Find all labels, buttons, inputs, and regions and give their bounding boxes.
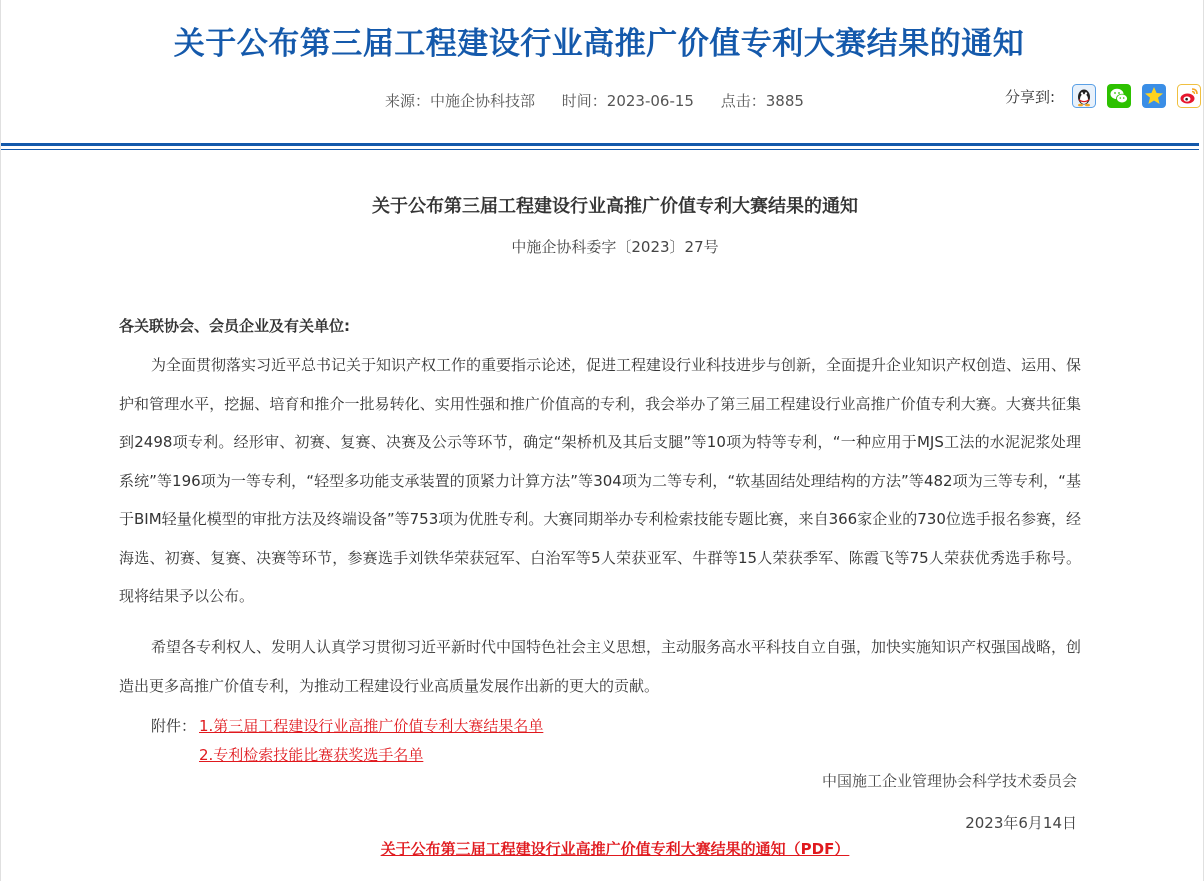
header-divider-thick	[1, 143, 1199, 146]
source-label: 来源：中施企协科技部	[385, 92, 536, 110]
attachment-link-2[interactable]: 2.专利检索技能比赛获奖选手名单	[199, 746, 424, 764]
qq-icon[interactable]	[1072, 84, 1096, 108]
signature-date: 2023年6月14日	[965, 814, 1077, 832]
header-divider-thin	[1, 149, 1199, 150]
attachment-link-1[interactable]: 1.第三届工程建设行业高推广价值专利大赛结果名单	[199, 717, 544, 735]
attachments	[151, 712, 543, 770]
wechat-icon[interactable]	[1107, 84, 1131, 108]
pdf-download-link[interactable]: 关于公布第三届工程建设行业高推广价值专利大赛结果的通知（PDF）	[380, 840, 850, 858]
salutation: 各关联协会、会员企业及有关单位:	[119, 317, 351, 335]
document-title: 关于公布第三届工程建设行业高推广价值专利大赛结果的通知	[372, 196, 858, 217]
signature-organization: 中国施工企业管理协会科学技术委员会	[821, 772, 1077, 790]
body-paragraph-1: 为全面贯彻落实习近平总书记关于知识产权工作的重要指示论述，促进工程建设行业科技进步与创新，全面提升企业知识产权创造、运用、保护和管理水平，挖掘、培育和推介一批易转化、实用性强和推广价值高的专利，我会举办了第三届工程建设行业高推广价值专利大赛。大赛共征集到2498项专利。经形审、初赛、复赛、决赛及公示等环节，确定“架桥机及其后支腿”等10项为特等专利，“一种应用于MJS工法的水泥泥浆处理系统”等196项为一等专利，“轻型多功能支承装置的顶紧力计算方法”等304项为二等专利，“软基固结处理结构的方法”等482项为三等专利，“基于BIM轻量化模型的审批方法及终端设备”等753项为优胜专利。大赛同期举办专利检索技能专题比赛，来自366家企业的730位选手报名参赛，经海选、初赛、复赛、决赛等环节，参赛选手刘铁华荣获冠军、白治军等5人荣获亚军、牛群等15人荣获季军、陈霞飞等75人荣获优秀选手称号。现将结果予以公布。	[119, 356, 1082, 605]
attachment-label: 附件：	[151, 717, 197, 735]
document-number: 中施企协科委字〔2023〕27号	[511, 238, 719, 256]
share-bar	[1005, 84, 1201, 108]
share-label: 分享到:	[1005, 87, 1056, 106]
page-title: 关于公布第三届工程建设行业高推广价值专利大赛结果的通知	[173, 26, 1025, 62]
click-count: 点击：3885	[720, 92, 804, 110]
weibo-icon[interactable]	[1177, 84, 1201, 108]
qzone-icon[interactable]	[1142, 84, 1166, 108]
publish-time: 时间：2023-06-15	[561, 92, 694, 110]
article-meta	[385, 90, 826, 111]
body-paragraph-2: 希望各专利权人、发明人认真学习贯彻习近平新时代中国特色社会主义思想，主动服务高水平科技自立自强，加快实施知识产权强国战略，创造出更多高推广价值专利，为推动工程建设行业高质量发展作出新的更大的贡献。	[119, 638, 1082, 695]
